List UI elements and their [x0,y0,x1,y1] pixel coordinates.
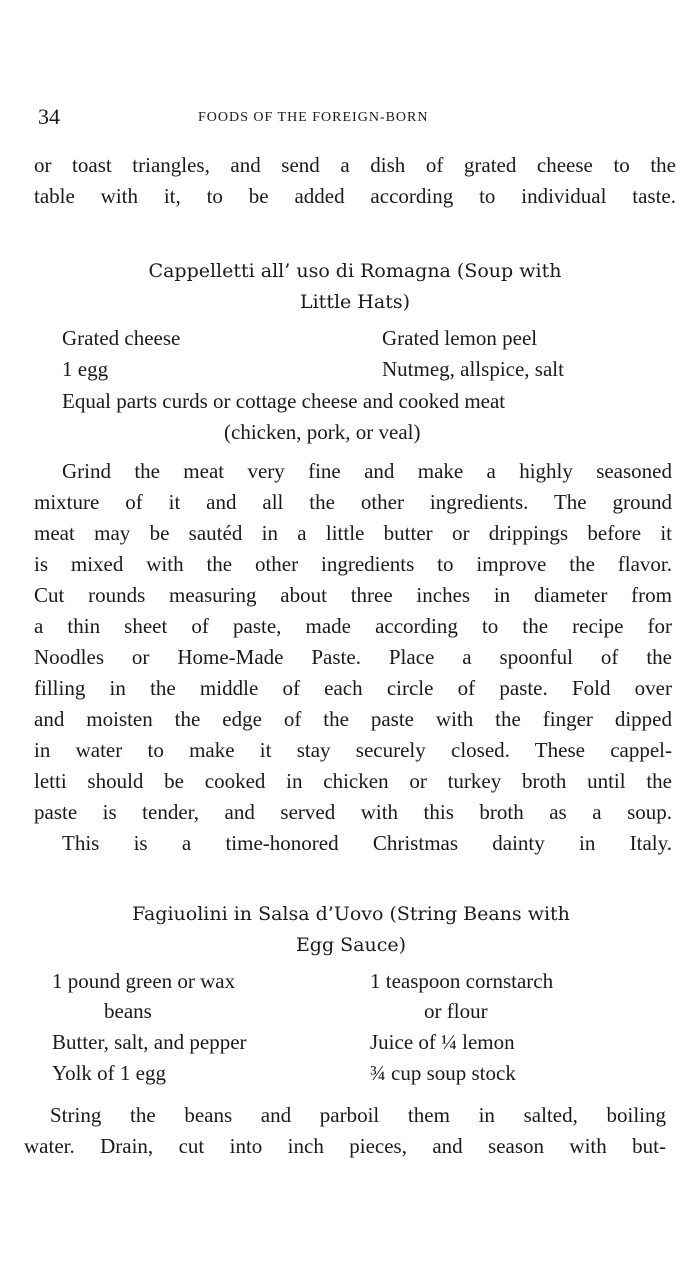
text-line: and moisten the edge of the paste with the finger dipped [34,707,672,731]
text-line: in water to make it stay securely closed. These cappel- [34,738,672,762]
text-line: String the beans and parboil them in salted, boiling [50,1103,666,1127]
text-line: Grind the meat very fine and make a highly seasoned [62,459,672,483]
ingredient: 1 teaspoon cornstarch [370,969,554,993]
ingredient: Juice of ¼ lemon [370,1030,515,1054]
text-line: letti should be cooked in chicken or turkey broth until the [34,769,672,793]
recipe-title-line: Egg Sauce) [295,934,407,956]
ingredient: beans [104,999,152,1023]
page-number: 34 [38,104,60,129]
ingredient: (chicken, pork, or veal) [224,420,421,444]
text-line: water. Drain, cut into inch pieces, and season with but- [24,1134,666,1158]
ingredient: Yolk of 1 egg [52,1061,166,1085]
ingredient: 1 pound green or wax [52,969,236,993]
text-line: mixture of it and all the other ingredients. The ground [34,490,672,514]
ingredient: or flour [424,999,488,1023]
text-line: or toast triangles, and send a dish of grated cheese to the [34,153,676,177]
text-line: This is a time-honored Christmas dainty in Italy. [62,831,672,855]
ingredient: Equal parts curds or cottage cheese and cooked meat [62,389,506,413]
directions-cappelletti [34,456,672,859]
page-header [38,104,668,134]
text-line: Cut rounds measuring about three inches in diameter from [34,583,672,607]
recipe-title-line: Little Hats) [299,291,411,313]
text-line: table with it, to be added according to individual taste. [34,184,676,208]
directions-fagiuolini [24,1100,666,1162]
recipe-title-cappelletti [40,256,670,318]
text-line: Noodles or Home-Made Paste. Place a spoonful of the [34,645,672,669]
ingredient: ¾ cup soup stock [370,1061,516,1085]
continuation-paragraph [34,150,676,212]
ingredient: Butter, salt, and pepper [52,1030,247,1054]
text-line: paste is tender, and served with this broth as a soup. [34,800,672,824]
ingredient: Nutmeg, allspice, salt [382,357,564,381]
recipe-title-line: Fagiuolini in Salsa d’Uovo (String Beans with [132,903,570,925]
ingredient: Grated cheese [62,326,181,350]
text-line: meat may be sautéd in a little butter or drippings before it [34,521,672,545]
text-line: filling in the middle of each circle of paste. Fold over [34,676,672,700]
text-line: is mixed with the other ingredients to improve the flavor. [34,552,672,576]
ingredient: Grated lemon peel [382,326,538,350]
recipe-title-line: Cappelletti all’ uso di Romagna (Soup with [148,260,562,282]
ingredient: 1 egg [62,357,109,381]
text-line: a thin sheet of paste, made according to the recipe for [34,614,672,638]
recipe-title-fagiuolini [36,899,666,961]
running-head: FOODS OF THE FOREIGN-BORN [198,110,429,125]
